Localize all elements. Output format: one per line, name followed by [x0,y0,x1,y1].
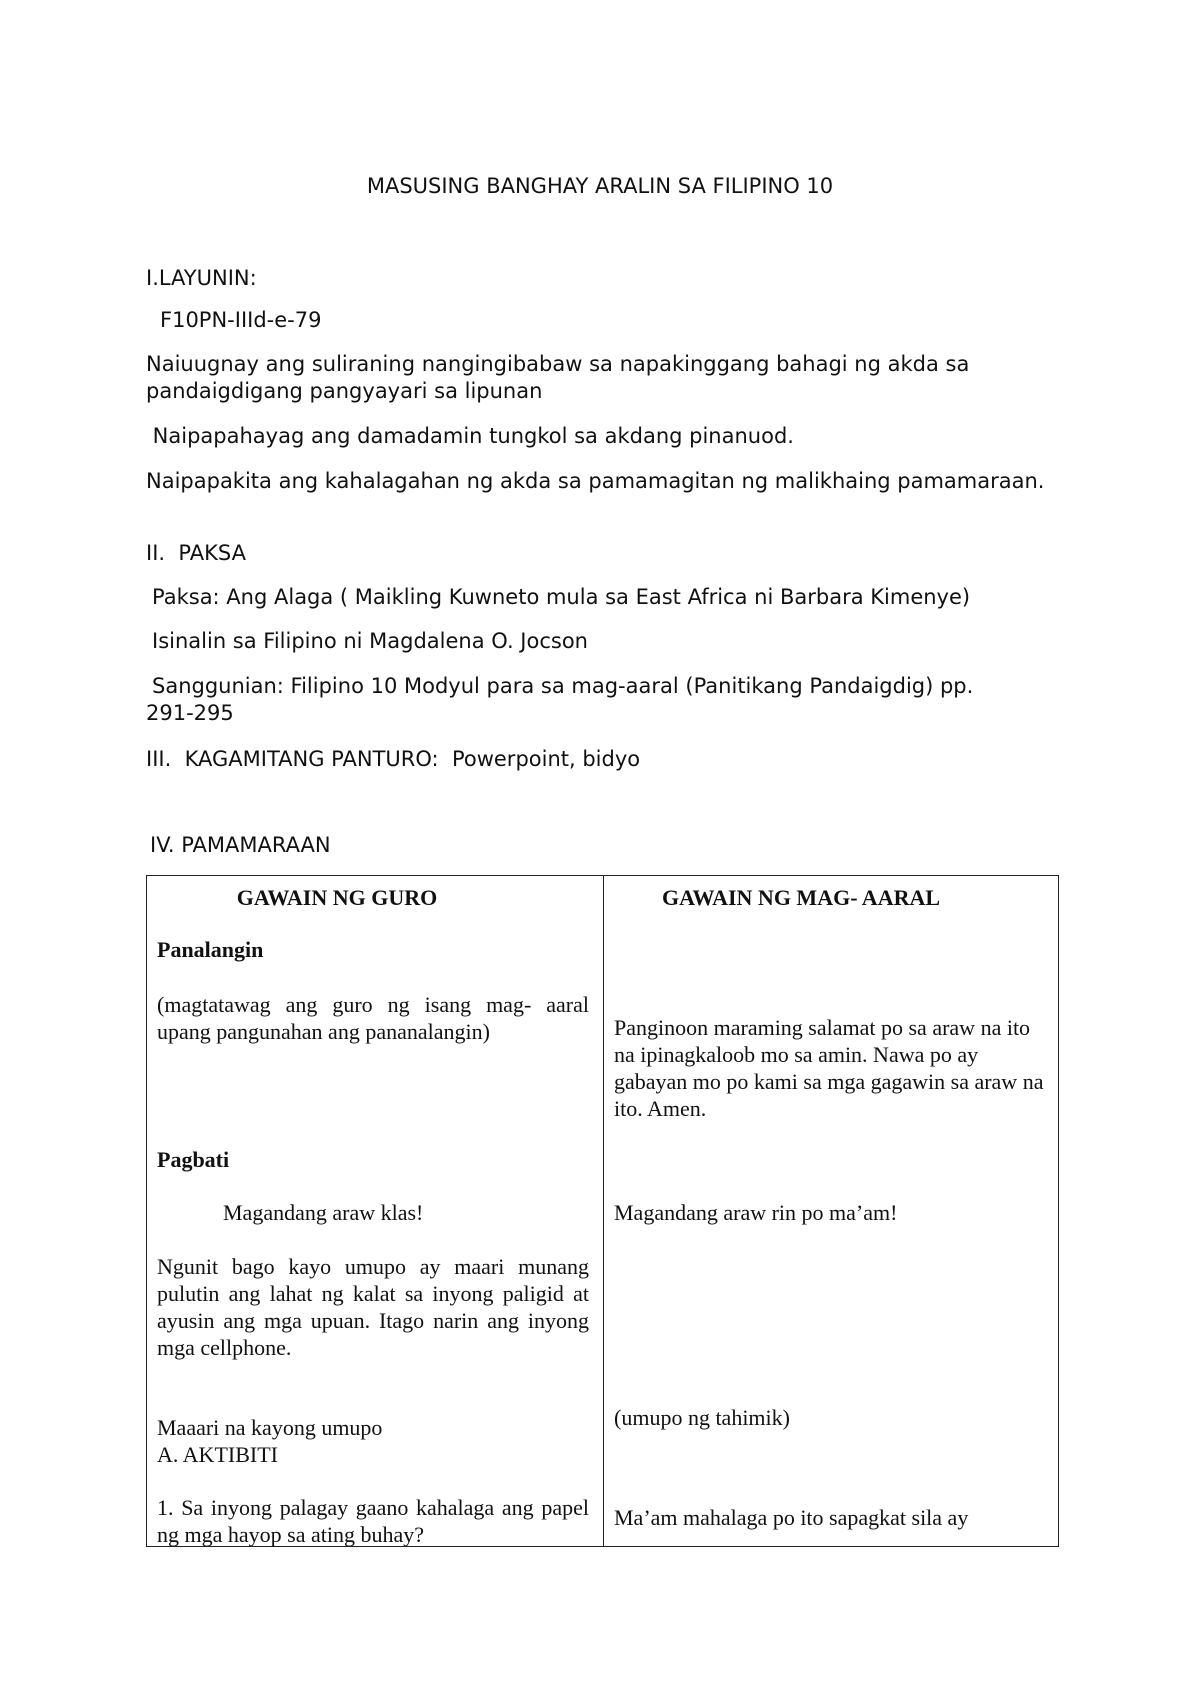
objective-2: Naipapahayag ang damadamin tungkol sa akdang pinanuod. [146,424,794,448]
header-student: GAWAIN NG MAG- AARAL [661,885,941,910]
header-teacher: GAWAIN NG GURO [236,885,438,910]
lesson-procedure-table [146,875,1059,1547]
student-answer-1: Ma’am mahalaga po ito sapagkat sila ay [614,1505,969,1530]
layunin-heading: I.LAYUNIN: [146,266,257,290]
paksa-reference: Sanggunian: Filipino 10 Modyul para sa mag-aaral (Panitikang Pandaigdig) pp. 291-295 [146,674,974,725]
objective-1: Naiuugnay ang suliraning nangingibabaw sa napakinggang bahagi ng akda sa pandaigdigang pangyayari sa lipunan [146,352,970,403]
student-greeting-reply: Magandang araw rin po ma’am! [614,1200,898,1225]
student-prayer: Panginoon maraming salamat po sa araw na ito na ipinagkaloob mo sa amin. Nawa po ay gabayan mo po kami sa mga gagawin sa araw na ito. Amen. [614,1015,1044,1121]
competency-code: F10PN-IIId-e-79 [160,308,322,332]
kagamitan-line: III. KAGAMITANG PANTURO: Powerpoint, bidyo [146,747,641,771]
panalangin-heading: Panalangin [157,937,264,962]
paksa-topic: Paksa: Ang Alaga ( Maikling Kuwneto mula sa East Africa ni Barbara Kimenye) [152,585,971,609]
pagbati-heading: Pagbati [157,1147,230,1172]
objective-3: Naipapakita ang kahalagahan ng akda sa pamamagitan ng malikhaing pamamaraan. [146,469,1045,493]
teacher-column [147,876,604,1547]
paksa-heading: II. PAKSA [146,541,246,565]
aktibiti-heading: A. AKTIBITI [157,1442,278,1467]
paksa-translator: Isinalin sa Filipino ni Magdalena O. Jocson [152,629,588,653]
student-sit-reply: (umupo ng tahimik) [614,1405,790,1430]
teacher-question-1: 1. Sa inyong palagay gaano kahalaga ang papel ng mga hayop sa ating buhay? [157,1495,589,1547]
pamamaraan-heading: IV. PAMAMARAAN [150,833,331,857]
teacher-instructions: Ngunit bago kayo umupo ay maari munang pulutin ang lahat ng kalat sa inyong paligid at ayusin ang mga upuan. Itago narin ang inyong mga cellphone. [157,1254,589,1360]
panalangin-instruction: (magtatawag ang guro ng isang mag- aaral upang pangunahan ang pananalangin) [157,992,589,1044]
student-column [604,876,1059,1547]
teacher-greeting: Magandang araw klas! [223,1200,424,1225]
page-title: MASUSING BANGHAY ARALIN SA FILIPINO 10 [366,174,834,198]
teacher-sit-instruction: Maaari na kayong umupo [157,1415,383,1440]
